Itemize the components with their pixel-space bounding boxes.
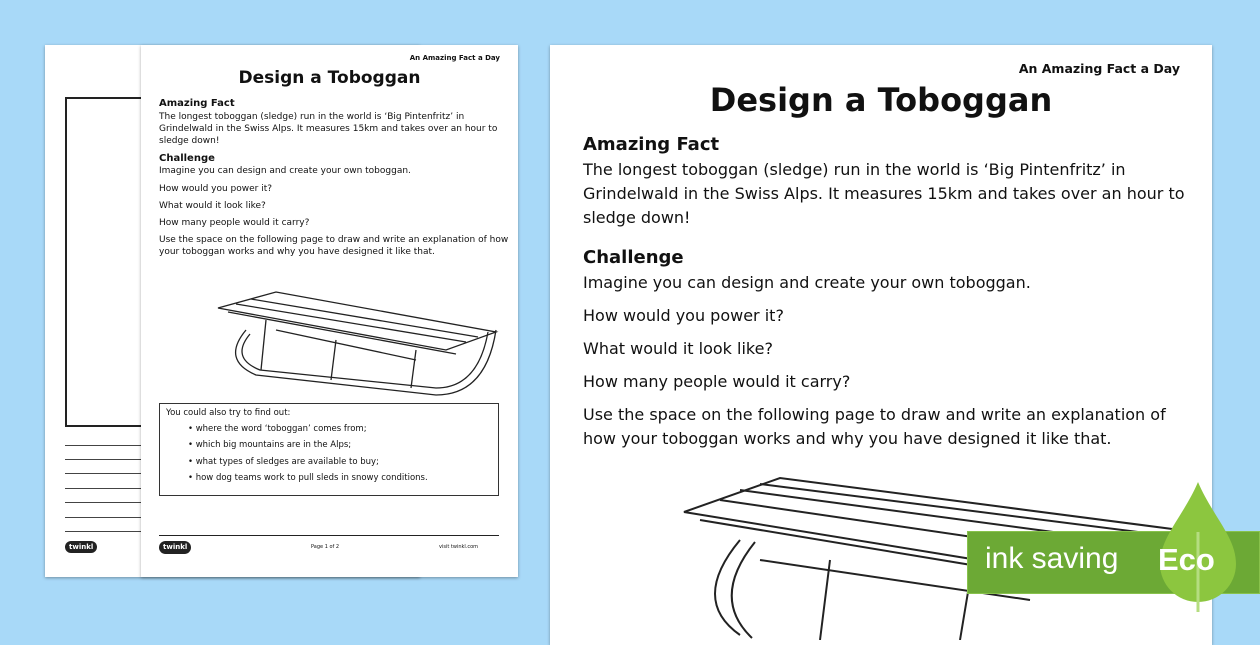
page-number: Page 1 of 2 bbox=[311, 544, 340, 550]
fact-heading: Amazing Fact bbox=[583, 134, 720, 155]
challenge-line: How would you power it? bbox=[159, 183, 273, 194]
challenge-line: How many people would it carry? bbox=[159, 217, 310, 228]
find-out-item: • how dog teams work to pull sleds in snowy conditions. bbox=[188, 472, 492, 485]
preview-page-1[interactable] bbox=[141, 45, 518, 577]
twinkl-logo: twinkl bbox=[65, 541, 97, 553]
challenge-line: Use the space on the following page to draw and write an explanation of how your toboggan works and why you have designed it like that. bbox=[583, 405, 1166, 448]
challenge-line: What would it look like? bbox=[159, 200, 266, 211]
challenge-line: Use the space on the following page to draw and write an explanation of how your toboggan works and why you have designed it like that. bbox=[159, 234, 509, 258]
eco-label: Eco bbox=[1158, 542, 1215, 577]
ink-saving-eco-badge bbox=[967, 531, 1260, 594]
challenge-line: Imagine you can design and create your own toboggan. bbox=[159, 166, 411, 177]
find-out-item: • what types of sledges are available to buy; bbox=[188, 456, 492, 469]
fact-text: The longest toboggan (sledge) run in the world is ‘Big Pintenfritz’ in Grindelwald in the Swiss Alps. It measures 15km and takes over an hour to sledge down! bbox=[583, 160, 1185, 227]
challenge-line: What would it look like? bbox=[583, 339, 773, 358]
twinkl-logo: twinkl bbox=[159, 541, 191, 554]
footer-divider bbox=[159, 535, 499, 536]
find-out-item: • which big mountains are in the Alps; bbox=[188, 439, 492, 452]
ink-saving-label: ink saving bbox=[985, 542, 1119, 575]
sled-illustration bbox=[216, 290, 506, 400]
fact-heading: Amazing Fact bbox=[159, 98, 235, 109]
brand-header: An Amazing Fact a Day bbox=[1018, 61, 1180, 76]
find-out-item: • where the word ‘toboggan’ comes from; bbox=[188, 423, 492, 436]
brand-header: An Amazing Fact a Day bbox=[409, 54, 500, 62]
challenge-line: How many people would it carry? bbox=[583, 372, 851, 391]
site-link[interactable]: visit twinkl.com bbox=[439, 544, 479, 550]
challenge-heading: Challenge bbox=[159, 152, 215, 164]
page-title: Design a Toboggan bbox=[238, 68, 421, 88]
challenge-heading: Challenge bbox=[583, 247, 684, 268]
page-title: Design a Toboggan bbox=[709, 81, 1053, 119]
find-out-heading: You could also try to find out: bbox=[166, 408, 291, 418]
challenge-line: How would you power it? bbox=[583, 306, 784, 325]
find-out-box bbox=[159, 403, 499, 496]
challenge-line: Imagine you can design and create your own toboggan. bbox=[583, 273, 1031, 292]
fact-text: The longest toboggan (sledge) run in the world is ‘Big Pintenfritz’ in Grindelwald in the Swiss Alps. It measures 15km and takes over an hour to sledge down! bbox=[159, 111, 498, 146]
